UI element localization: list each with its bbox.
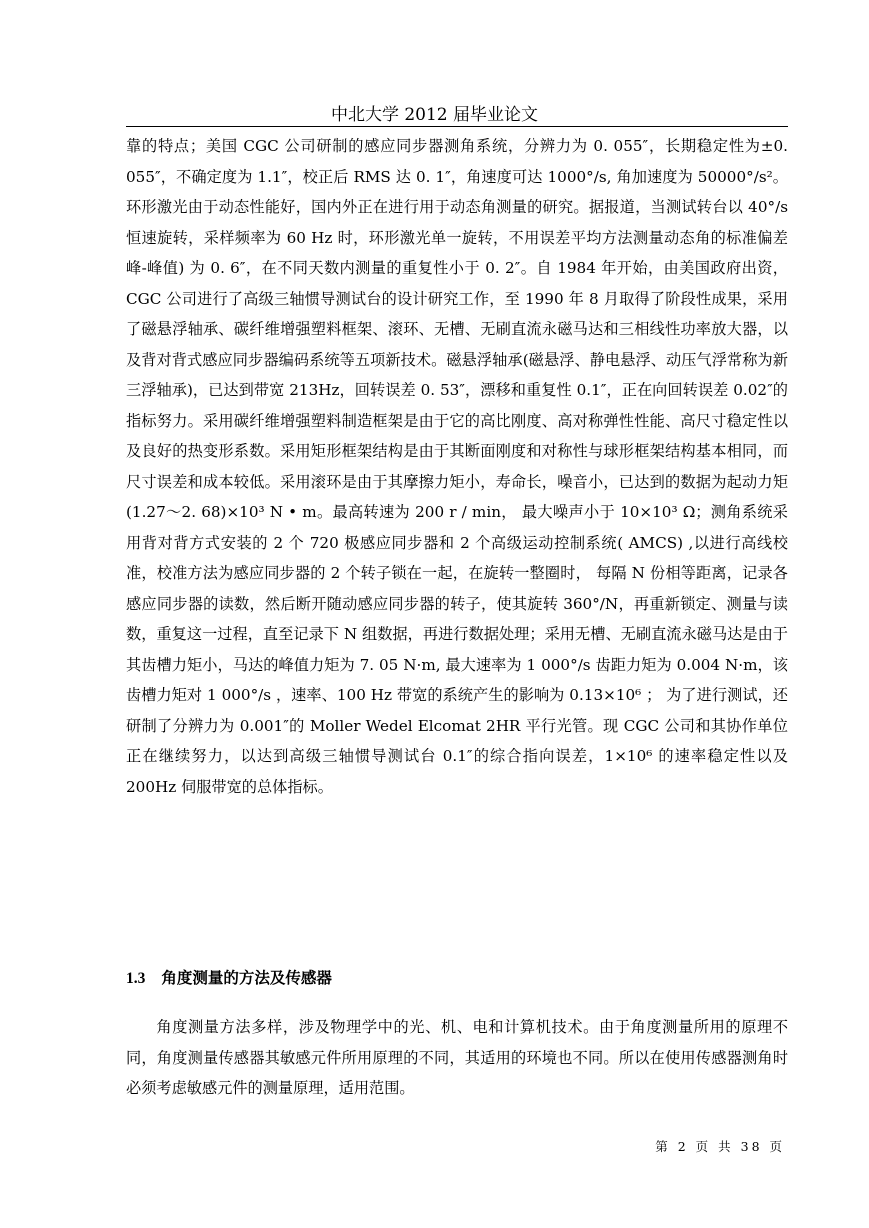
section-heading: [126, 966, 788, 991]
section-number: 1.3: [126, 970, 146, 987]
body-paragraph: 靠的特点；美国 CGC 公司研制的感应同步器测角系统，分辨力为 0. 055″，长期稳定性为±0. 055″，不确定度为 1.1″，校正后 RMS 达 0. 1″，角速度可达 1000°/s, 角加速度为 50000°/s²。环形激光由于动态性能好，国内外正在进行用于动态角测量的研究。据报道，当测试转台以 40°/s 恒速旋转，采样频率为 60 Hz 时，环形激光单一旋转，不用误差平均方法测量动态角的标准偏差峰-峰值) 为 0. 6″，在不同天数内测量的重复性小于 0. 2″。自 1984 年开始，由美国政府出资，CGC 公司进行了高级三轴惯导测试台的设计研究工作，至 1990 年 8 月取得了阶段性成果，采用了磁悬浮轴承、碳纤维增强塑料框架、滚环、无槽、无刷直流永磁马达和三相线性功率放大器，以及背对背式感应同步器编码系统等五项新技术。磁悬浮轴承(磁悬浮、静电悬浮、动压气浮常称为新三浮轴承)，已达到带宽 213Hz，回转误差 0. 53″，漂移和重复性 0.1″，正在向回转误差 0.02″的指标努力。采用碳纤维增强塑料制造框架是由于它的高比刚度、高对称弹性性能、高尺寸稳定性以及良好的热变形系数。采用矩形框架结构是由于其断面刚度和对称性与球形框架结构基本相同，而尺寸误差和成本较低。采用滚环是由于其摩擦力矩小，寿命长，噪音小，已达到的数据为起动力矩(1.27～2. 68)×10³ N • m。最高转速为 200 r / min， 最大噪声小于 10×10³ Ω；测角系统采用背对背方式安装的 2 个 720 极感应同步器和 2 个高级运动控制系统( AMCS) ,以进行高线校准，校准方法为感应同步器的 2 个转子锁在一起，在旋转一整圈时， 每隔 N 份相等距离，记录各感应同步器的读数，然后断开随动感应同步器的转子，使其旋转 360°/N，再重新锁定、测量与读数，重复这一过程，直至记录下 N 组数据，再进行数据处理；采用无槽、无刷直流永磁马达是由于其齿槽力矩小，马达的峰值力矩为 7. 05 N·m, 最大速率为 1 000°/s 齿距力矩为 0.004 N·m，该齿槽力矩对 1 000°/s ，速率、100 Hz 带宽的系统产生的影响为 0.13×10⁶ ； 为了进行测试，还研制了分辨力为 0.001″的 Moller Wedel Elcomat 2HR 平行光管。现 CGC 公司和其协作单位正在继续努力，以达到高级三轴惯导测试台 0.1″的综合指向误差，1×10⁶ 的速率稳定性以及 200Hz 伺服带宽的总体指标。: [126, 137, 788, 796]
header-divider: [126, 126, 788, 127]
section-title: 角度测量的方法及传感器: [161, 968, 332, 987]
section-paragraph: 角度测量方法多样，涉及物理学中的光、机、电和计算机技术。由于角度测量所用的原理不同，角度测量传感器其敏感元件所用原理的不同，其适用的环境也不同。所以在使用传感器测角时必须考虑敏感元件的测量原理，适用范围。: [126, 1018, 788, 1097]
page-number-footer: 第 2 页 共 38 页: [655, 1139, 785, 1154]
page-header-title: 中北大学 2012 届毕业论文: [330, 105, 539, 125]
